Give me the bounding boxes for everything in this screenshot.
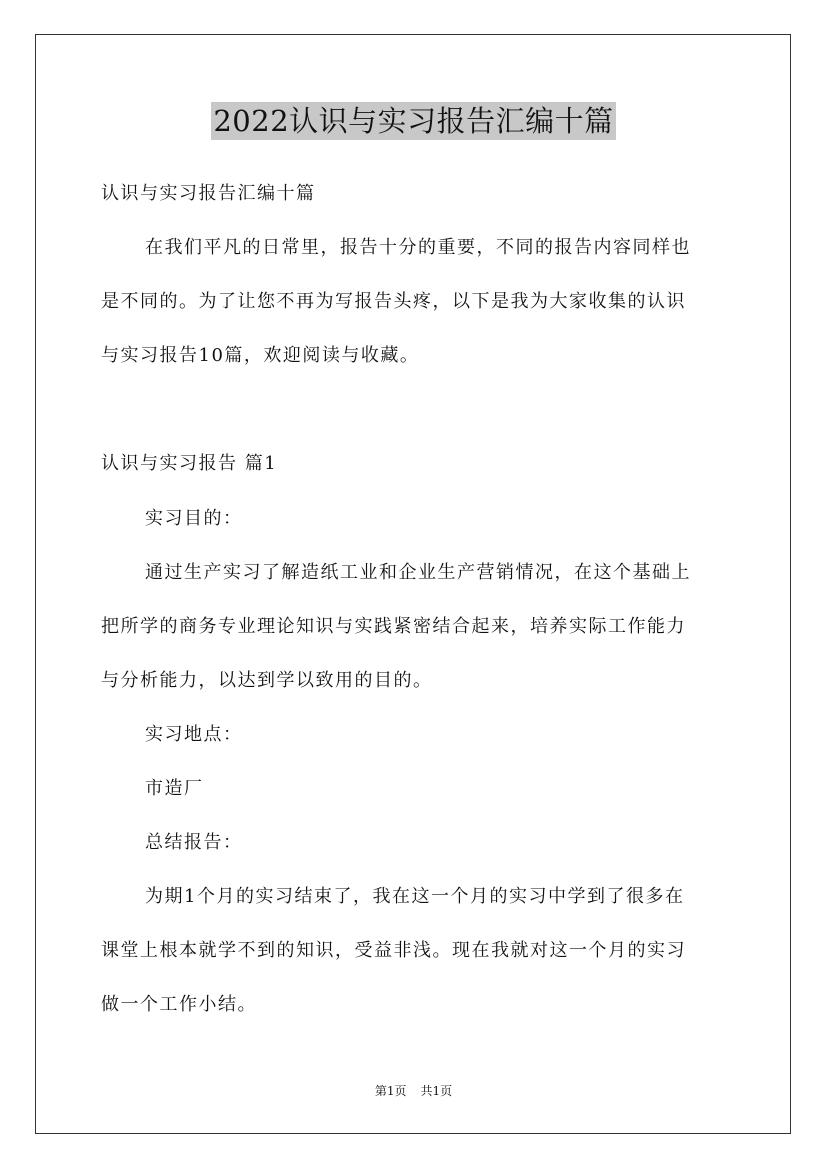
- paragraph-line: 总结报告：: [145, 832, 243, 853]
- paragraph-line: 实习目的：: [145, 508, 243, 529]
- page-number: 第1页: [374, 1084, 407, 1098]
- paragraph-line: 为期1个月的实习结束了，我在这一个月的实习中学到了很多在: [145, 886, 685, 907]
- paragraph-line: 是不同的。为了让您不再为写报告头疼，以下是我为大家收集的认识: [101, 291, 686, 312]
- page-footer: [0, 1083, 827, 1099]
- paragraph-line: 做一个工作小结。: [101, 994, 257, 1015]
- paragraph-line: 通过生产实习了解造纸工业和企业生产营销情况，在这个基础上: [145, 562, 691, 583]
- paragraph-line: 与分析能力，以达到学以致用的目的。: [101, 670, 433, 691]
- paragraph-line: 在我们平凡的日常里，报告十分的重要，不同的报告内容同样也: [145, 237, 691, 258]
- document-title: 2022认识与实习报告汇编十篇: [213, 104, 614, 138]
- paragraph-line: 与实习报告10篇，欢迎阅读与收藏。: [101, 345, 420, 366]
- title-container: [0, 102, 827, 140]
- paragraph-line: 市造厂: [145, 778, 204, 799]
- section-heading: 认识与实习报告 篇1: [101, 453, 278, 474]
- paragraph-line: 实习地点：: [145, 724, 243, 745]
- page-count: 共1页: [420, 1084, 453, 1098]
- paragraph-line: 课堂上根本就学不到的知识，受益非浅。现在我就对这一个月的实习: [101, 940, 686, 961]
- subtitle-line: 认识与实习报告汇编十篇: [101, 183, 316, 204]
- paragraph-line: 把所学的商务专业理论知识与实践紧密结合起来，培养实际工作能力: [101, 616, 686, 637]
